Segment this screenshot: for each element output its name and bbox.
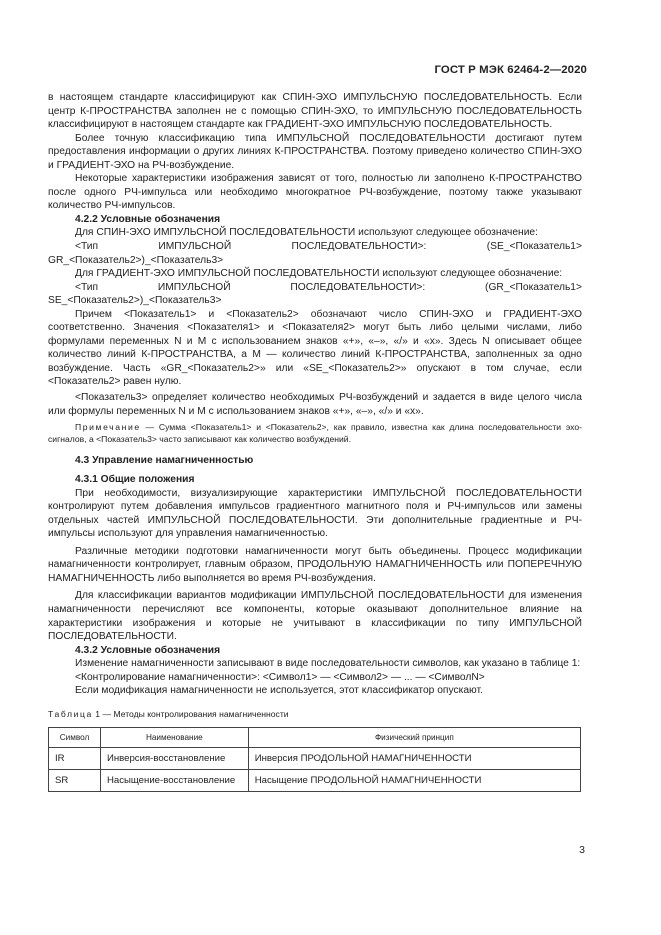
column-header-symbol: Символ xyxy=(49,728,101,748)
table-row xyxy=(49,748,581,770)
paragraph-spin-echo-notation-intro: Для СПИН-ЭХО ИМПУЛЬСНОЙ ПОСЛЕДОВАТЕЛЬНОСТИ используют следующее обозначение: xyxy=(75,227,538,239)
column-header-name: Наименование xyxy=(100,728,248,748)
cell-name: Насыщение-восстановление xyxy=(100,770,248,792)
formula-magnetization-control: <Контролирование намагниченности>: <Символ1> — <Символ2> — ... — <СимволN> xyxy=(75,671,485,683)
note xyxy=(48,421,582,445)
cell-name: Инверсия-восстановление xyxy=(100,748,248,770)
paragraph-modification-classification: Для классификации вариантов модификации ИМПУЛЬСНОЙ ПОСЛЕДОВАТЕЛЬНОСТИ для изменения намагниченности перечисляют все компоненты, которые оказывают дополнительное влияние на характеристики изображения и которые не учитывают в классификации по типу ИМПУЛЬСНОЙ ПОСЛЕДОВАТЕЛЬНОСТИ. xyxy=(48,590,582,643)
section-heading-4-2-2: 4.2.2 Условные обозначения xyxy=(75,213,221,225)
cell-symbol: IR xyxy=(49,748,101,770)
note-text: — Сумма <Показатель1> и <Показатель2>, как правило, известна как длина последовательности эхо-сигналов, а <Показатель3> часто записывают как количество возбуждений. xyxy=(48,422,582,445)
section-heading-4-3: 4.3 Управление намагниченностью xyxy=(75,454,254,466)
paragraph-precise-classification: Более точную классификацию типа ИМПУЛЬСНОЙ ПОСЛЕДОВАТЕЛЬНОСТИ достигают путем предоставления информации о других линиях К-ПРОСТРАНСТВА. Поэтому приведено количество СПИН-ЭХО и ГРАДИЕНТ-ЭХО на РЧ-возбуждение. xyxy=(48,132,582,171)
paragraph-classification-end: в настоящем стандарте классифицируют как СПИН-ЭХО ИМПУЛЬСНУЮ ПОСЛЕДОВАТЕЛЬНОСТЬ. Если центр К-ПРОСТРАНСТВА заполнен не с помощью СПИН-ЭХО, то ИМПУЛЬСНУЮ ПОСЛЕДОВАТЕЛЬНОСТЬ классифицируют в настоящем стандарте как ГРАДИЕНТ-ЭХО ИМПУЛЬСНУЮ ПОСЛЕДОВАТЕЛЬНОСТЬ. xyxy=(48,92,582,131)
cell-principle: Инверсия ПРОДОЛЬНОЙ НАМАГНИЧЕННОСТИ xyxy=(248,748,580,770)
paragraph-omit-classifier: Если модификация намагниченности не используется, этот классификатор опускают. xyxy=(75,685,483,697)
note-label: Примечание xyxy=(75,422,141,433)
cell-symbol: SR xyxy=(49,770,101,792)
cell-principle: Насыщение ПРОДОЛЬНОЙ НАМАГНИЧЕННОСТИ xyxy=(248,770,580,792)
table-header-row xyxy=(49,728,581,748)
section-heading-4-3-2: 4.3.2 Условные обозначения xyxy=(75,644,221,656)
page-number: 3 xyxy=(579,844,585,856)
table-row xyxy=(49,770,581,792)
table-caption xyxy=(48,708,582,722)
table-caption-text: 1 — Методы контролирования намагниченности xyxy=(92,708,289,719)
paragraph-magnetization-control: При необходимости, визуализирующие характеристики ИМПУЛЬСНОЙ ПОСЛЕДОВАТЕЛЬНОСТИ контролируют путем добавления импульсов градиентного магнитного поля и РЧ-импульсов или замены отдельных частей ИМПУЛЬСНОЙ ПОСЛЕДОВАТЕЛЬНОСТИ. Эти дополнительные градиентные и РЧ-импульсы используют для управления намагниченностью. xyxy=(48,487,582,540)
section-heading-4-3-1: 4.3.1 Общие положения xyxy=(75,474,195,486)
magnetization-methods-table xyxy=(48,727,581,792)
paragraph-symbol-sequence: Изменение намагниченности записывают в виде последовательности символов, как указано в таблице 1: xyxy=(75,658,581,670)
table-caption-label: Таблица xyxy=(48,708,93,719)
paragraph-gradient-echo-notation-intro: Для ГРАДИЕНТ-ЭХО ИМПУЛЬСНОЙ ПОСЛЕДОВАТЕЛЬНОСТИ используют следующее обозначение: xyxy=(75,268,563,280)
paragraph-indicator-explanation: Причем <Показатель1> и <Показатель2> обозначают число СПИН-ЭХО и ГРАДИЕНТ-ЭХО соответственно. Значения <Показателя1> и <Показателя2> могут быть либо целыми числами, либо формулами переменных N и M с использованием знаков «+», «–», «/» и «x». Здесь N описывает общее количество линий К-ПРОСТРАНСТВА, а M — количество линий К-ПРОСТРАНСТВА, заполненных за одно возбуждение. Часть «GR_<Показатель2>» или «SE_<Показатель2>» опускают в том случае, если <Показатель2> равен нулю. xyxy=(48,308,582,388)
document-body xyxy=(48,91,582,792)
formula-spin-echo: <Тип ИМПУЛЬСНОЙ ПОСЛЕДОВАТЕЛЬНОСТИ>: (SE_<Показатель1> GR_<Показатель2>)_<Показатель3> xyxy=(48,241,582,266)
document-code-header: ГОСТ Р МЭК 62464-2—2020 xyxy=(434,64,587,76)
paragraph-preparation-methods: Различные методики подготовки намагниченности могут быть объединены. Процесс модификации намагниченности контролирует, главным образом, ПРОДОЛЬНУЮ НАМАГНИЧЕННОСТЬ или ПОПЕРЕЧНУЮ НАМАГНИЧЕННОСТЬ либо выполняется во время РЧ-возбуждения. xyxy=(48,545,582,584)
paragraph-indicator3: <Показатель3> определяет количество необходимых РЧ-возбуждений и задается в виде целого числа или формулы переменных N и M с использованием знаков «+», «–», «/» и «x». xyxy=(48,392,582,417)
paragraph-image-characteristics: Некоторые характеристики изображения зависят от того, полностью ли заполнено К-ПРОСТРАНСТВО после одного РЧ-импульса или необходимо многократное РЧ-возбуждение, поэтому также указывают количество РЧ-импульсов. xyxy=(48,173,582,212)
formula-gradient-echo: <Тип ИМПУЛЬСНОЙ ПОСЛЕДОВАТЕЛЬНОСТИ>: (GR_<Показатель1> SE_<Показатель2>)_<Показатель3> xyxy=(48,281,582,307)
column-header-principle: Физический принцип xyxy=(248,728,580,748)
